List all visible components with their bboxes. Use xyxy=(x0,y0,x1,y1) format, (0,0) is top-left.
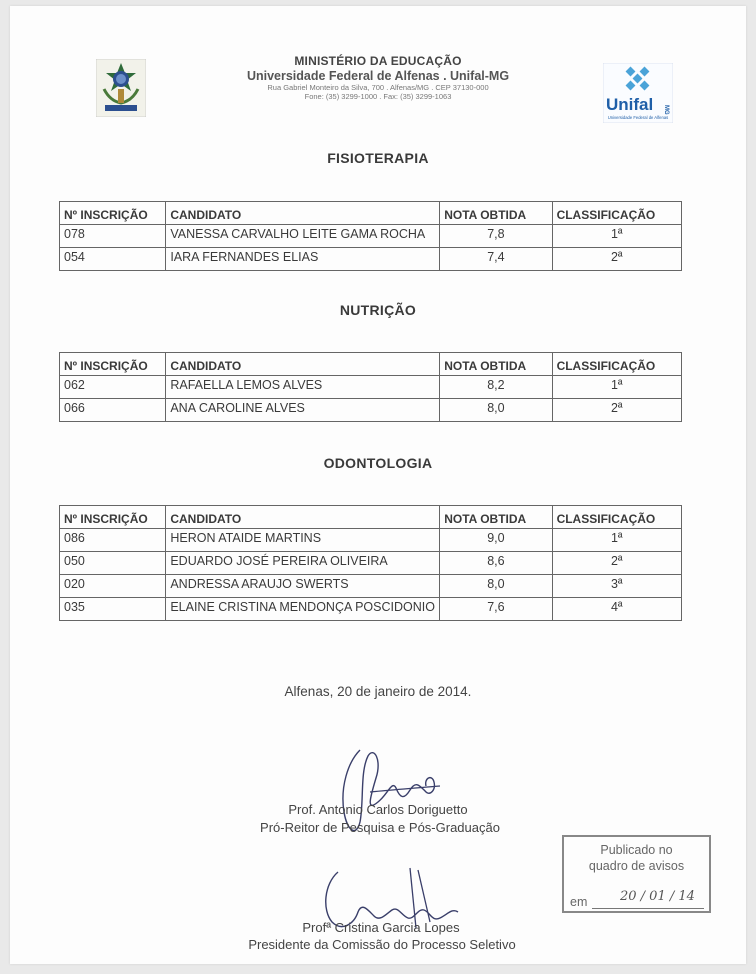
cell-inscricao: 020 xyxy=(60,575,166,598)
cell-inscricao: 054 xyxy=(60,248,166,271)
section-title-nutricao: NUTRIÇÃO xyxy=(339,302,417,318)
unifal-logo-sub: MG xyxy=(663,105,669,115)
results-table-odontologia xyxy=(59,505,682,621)
cell-classificacao: 4ª xyxy=(552,598,681,621)
table-row xyxy=(60,225,682,248)
cell-inscricao: 050 xyxy=(60,552,166,575)
results-table-nutricao xyxy=(59,352,682,422)
unifal-logo-caption: Universidade Federal de Alfenas xyxy=(607,115,669,120)
column-header-nota: NOTA OBTIDA xyxy=(440,506,552,529)
cell-candidato: ELAINE CRISTINA MENDONÇA POSCIDONIO xyxy=(166,598,440,621)
column-header-inscricao: Nº INSCRIÇÃO xyxy=(60,353,166,376)
unifal-logo-text: Unifal xyxy=(606,95,654,114)
university-address: Rua Gabriel Monteiro da Silva, 700 . Alfenas/MG . CEP 37130-000 xyxy=(267,83,489,92)
cell-classificacao: 1ª xyxy=(552,376,681,399)
stamp-date: 20 / 01 / 14 xyxy=(620,889,695,904)
signatory-1-name: Prof. Antonio Carlos Doriguetto xyxy=(288,802,468,817)
cell-inscricao: 086 xyxy=(60,529,166,552)
stamp-line-2: quadro de avisos xyxy=(588,859,685,873)
cell-candidato: EDUARDO JOSÉ PEREIRA OLIVEIRA xyxy=(166,552,440,575)
cell-nota: 8,2 xyxy=(440,376,552,399)
stamp-line-1: Publicado no xyxy=(600,843,673,857)
university-name: Universidade Federal de Alfenas . Unifal-MG xyxy=(246,69,510,83)
column-header-classificacao: CLASSIFICAÇÃO xyxy=(552,353,681,376)
stamp-prefix: em xyxy=(570,895,588,909)
column-header-inscricao: Nº INSCRIÇÃO xyxy=(60,506,166,529)
cell-classificacao: 1ª xyxy=(552,225,681,248)
column-header-classificacao: CLASSIFICAÇÃO xyxy=(552,202,681,225)
ministry-title: MINISTÉRIO DA EDUCAÇÃO xyxy=(294,54,462,68)
cell-inscricao: 066 xyxy=(60,399,166,422)
cell-candidato: ANDRESSA ARAUJO SWERTS xyxy=(166,575,440,598)
table-header-row xyxy=(60,506,682,529)
cell-nota: 8,0 xyxy=(440,575,552,598)
cell-classificacao: 2ª xyxy=(552,399,681,422)
column-header-candidato: CANDIDATO xyxy=(166,506,440,529)
cell-candidato: VANESSA CARVALHO LEITE GAMA ROCHA xyxy=(166,225,440,248)
column-header-candidato: CANDIDATO xyxy=(166,353,440,376)
table-row xyxy=(60,575,682,598)
signatory-2-role: Presidente da Comissão do Processo Seletivo xyxy=(248,937,516,952)
university-phone: Fone: (35) 3299-1000 . Fax: (35) 3299-1063 xyxy=(304,92,452,101)
table-row xyxy=(60,552,682,575)
section-title-fisioterapia: FISIOTERAPIA xyxy=(327,150,429,166)
table-row xyxy=(60,529,682,552)
column-header-inscricao: Nº INSCRIÇÃO xyxy=(60,202,166,225)
column-header-nota: NOTA OBTIDA xyxy=(440,353,552,376)
signatory-2-name: Profª Cristina Garcia Lopes xyxy=(302,920,460,935)
cell-nota: 7,4 xyxy=(440,248,552,271)
cell-candidato: IARA FERNANDES ELIAS xyxy=(166,248,440,271)
table-row xyxy=(60,598,682,621)
stamp-date-line xyxy=(592,908,704,909)
cell-nota: 7,6 xyxy=(440,598,552,621)
cell-inscricao: 035 xyxy=(60,598,166,621)
cell-nota: 8,0 xyxy=(440,399,552,422)
section-title-odontologia: ODONTOLOGIA xyxy=(323,455,433,471)
cell-nota: 7,8 xyxy=(440,225,552,248)
cell-inscricao: 078 xyxy=(60,225,166,248)
cell-classificacao: 3ª xyxy=(552,575,681,598)
cell-classificacao: 1ª xyxy=(552,529,681,552)
table-row xyxy=(60,248,682,271)
cell-classificacao: 2ª xyxy=(552,248,681,271)
cell-nota: 8,6 xyxy=(440,552,552,575)
table-header-row xyxy=(60,202,682,225)
cell-candidato: HERON ATAIDE MARTINS xyxy=(166,529,440,552)
column-header-nota: NOTA OBTIDA xyxy=(440,202,552,225)
signatory-1-role: Pró-Reitor de Pesquisa e Pós-Graduação xyxy=(260,820,500,835)
column-header-classificacao: CLASSIFICAÇÃO xyxy=(552,506,681,529)
table-row xyxy=(60,399,682,422)
table-header-row xyxy=(60,353,682,376)
table-row xyxy=(60,376,682,399)
publication-stamp xyxy=(562,835,711,913)
unifal-logo xyxy=(603,63,673,123)
date-line: Alfenas, 20 de janeiro de 2014. xyxy=(284,684,472,699)
results-table-fisioterapia xyxy=(59,201,682,271)
column-header-candidato: CANDIDATO xyxy=(166,202,440,225)
cell-classificacao: 2ª xyxy=(552,552,681,575)
cell-candidato: RAFAELLA LEMOS ALVES xyxy=(166,376,440,399)
cell-nota: 9,0 xyxy=(440,529,552,552)
cell-inscricao: 062 xyxy=(60,376,166,399)
cell-candidato: ANA CAROLINE ALVES xyxy=(166,399,440,422)
